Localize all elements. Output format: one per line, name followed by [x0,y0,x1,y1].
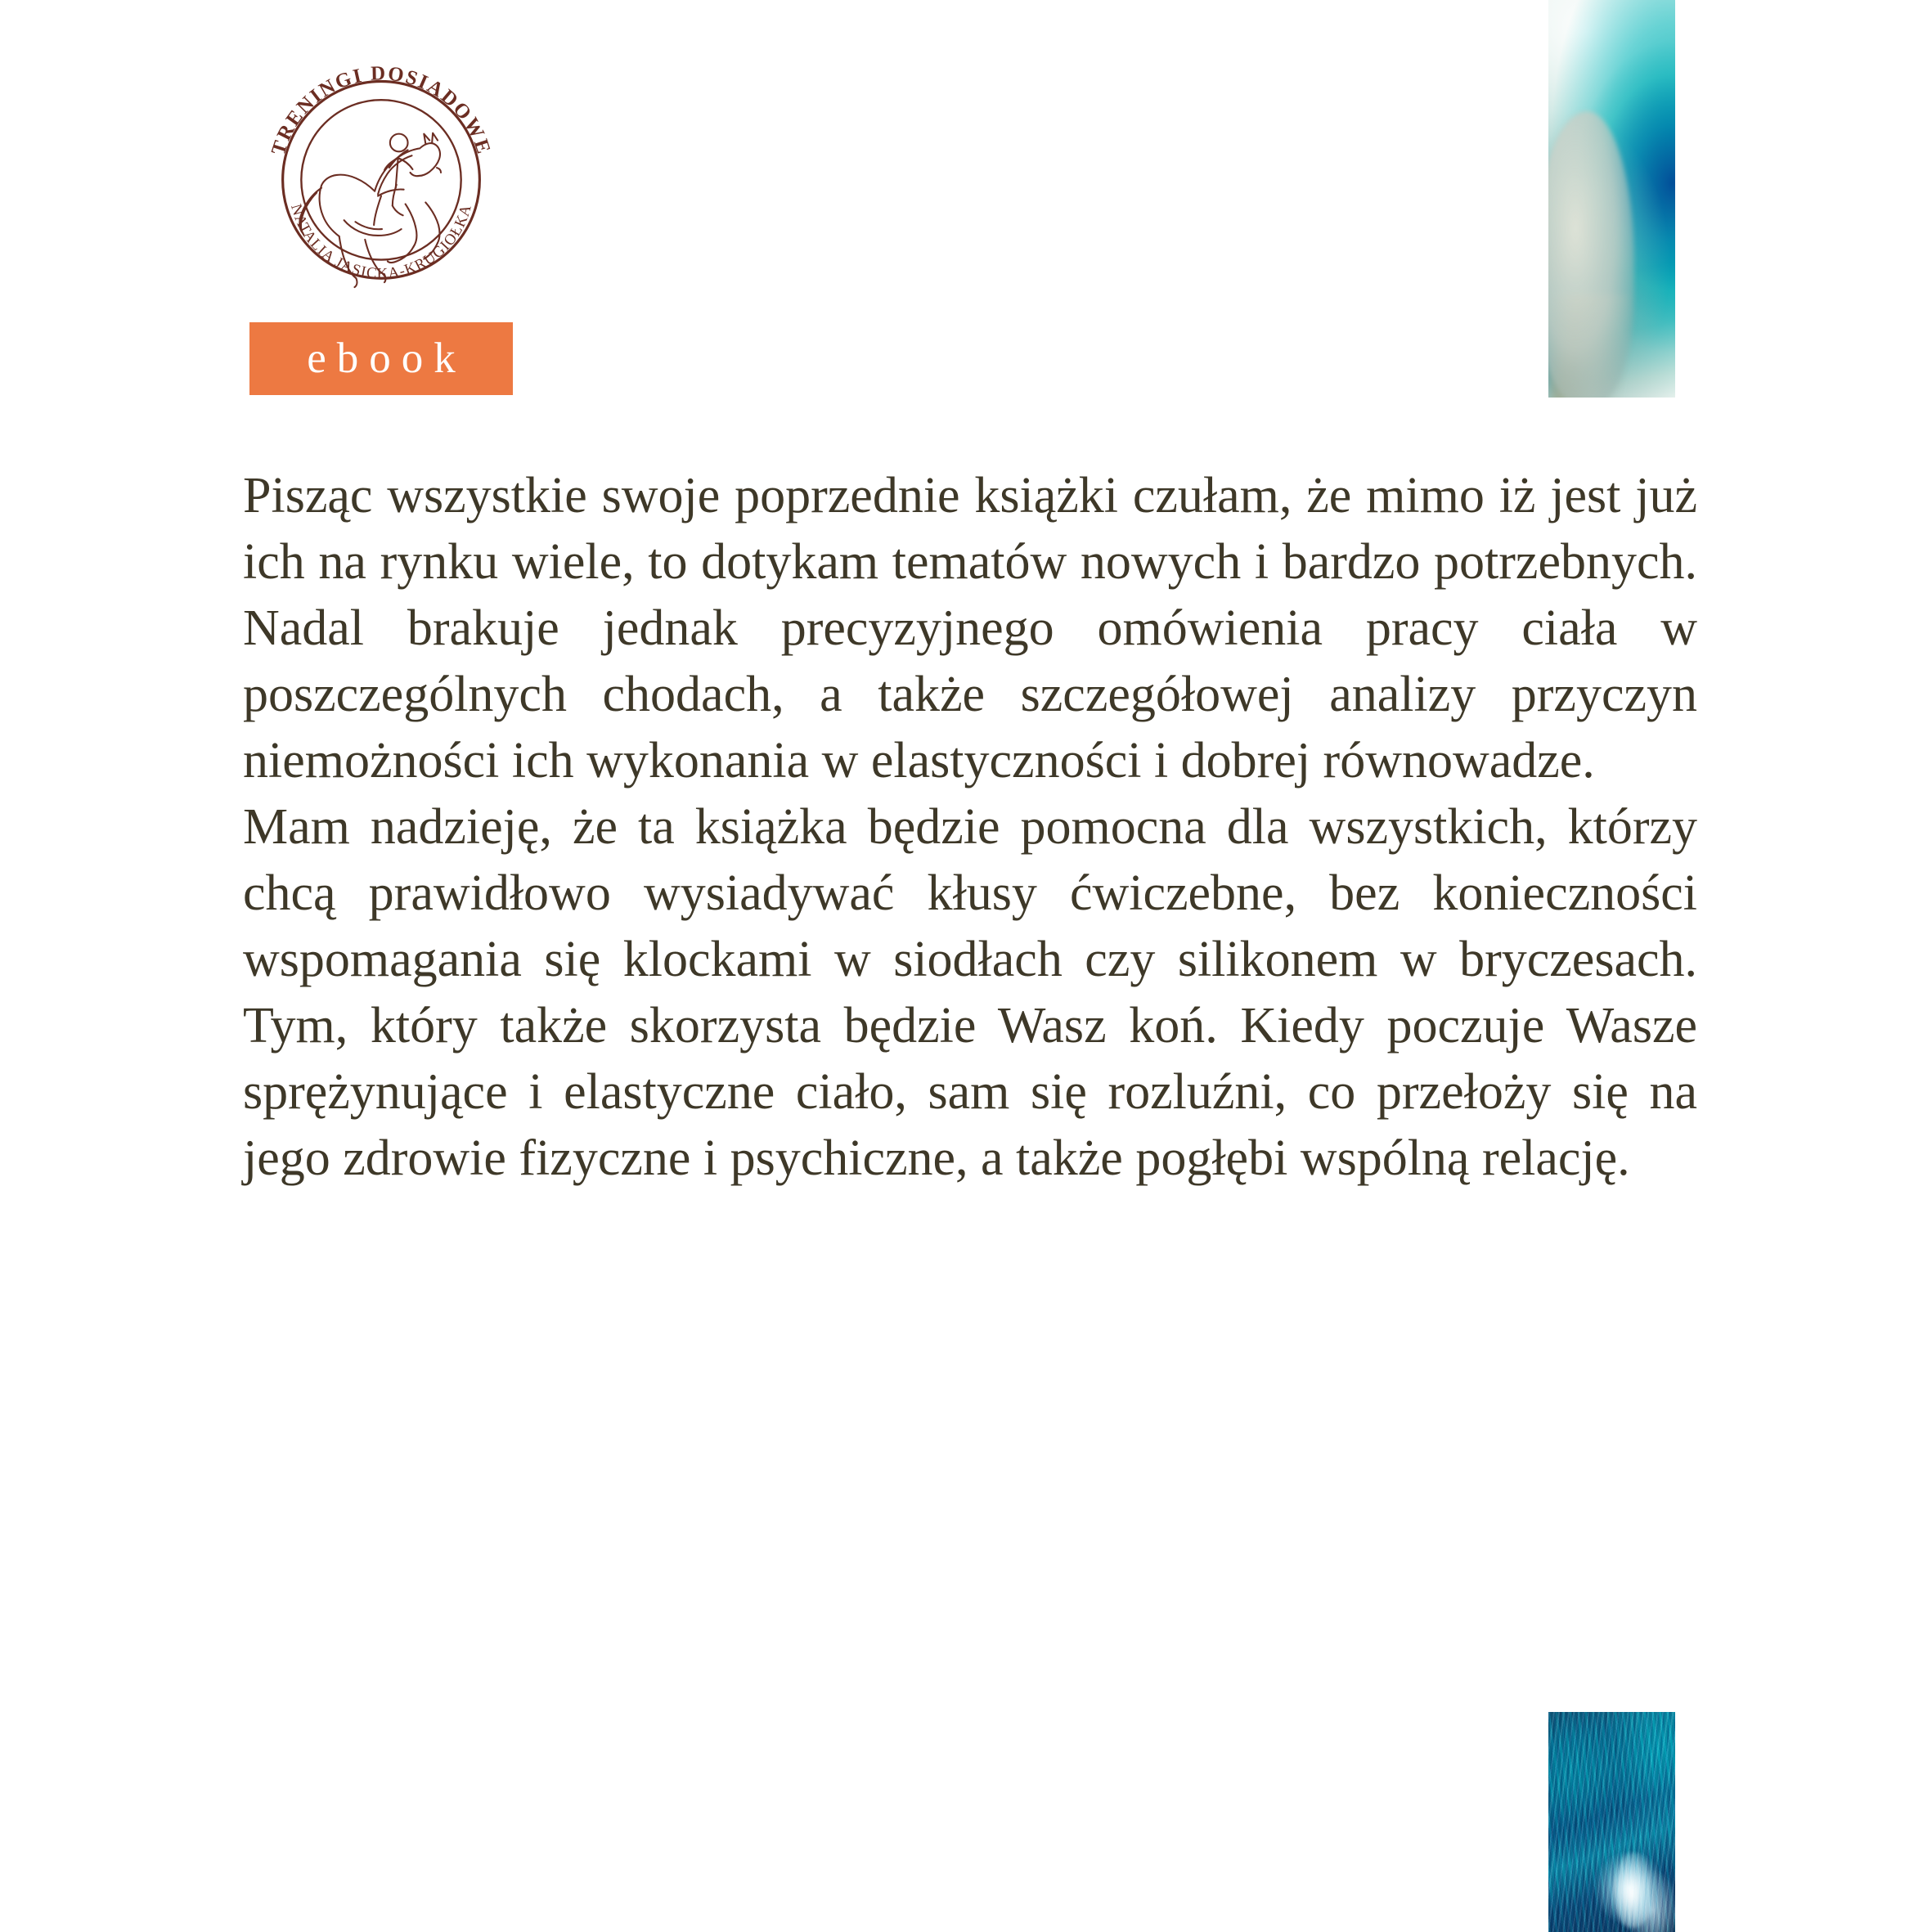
top-watercolor-image [1548,0,1675,398]
bottom-watercolor-image [1548,1712,1675,1932]
logo-bottom-arc-text: NATALIA JASICKA-KRUGIOŁKA [287,202,475,283]
brand-logo [260,43,502,301]
page-body-text [243,463,1697,1192]
ebook-badge-label: ebook [307,335,466,382]
logo-top-arc-text: TRENINGI DOSIADOWE [267,62,496,158]
paragraph-2: Mam nadzieję, że ta książka będzie pomocna dla wszystkich, którzy chcą prawidłowo wysiadywać kłusy ćwiczebne, bez konieczności wspomagania się klockami w siodłach czy silikonem w bryczesach. Tym, który także skorzysta będzie Wasz koń. Kiedy poczuje Wasze sprężynujące i elastyczne ciało, sam się rozluźni, co przełoży się na jego zdrowie fizyczne i psychiczne, a także pogłębi wspólną relację. [243,799,1697,1186]
paragraph-1: Pisząc wszystkie swoje poprzednie książki czułam, że mimo iż jest już ich na rynku wiele, to dotykam tematów nowych i bardzo potrzebnych. Nadal brakuje jednak precyzyjnego omówienia pracy ciała w poszczególnych chodach, a także szczegółowej analizy przyczyn niemożności ich wykonania w elastyczności i dobrej równowadze. [243,468,1697,789]
brand-logo-svg [260,43,502,301]
ebook-badge [249,322,513,395]
